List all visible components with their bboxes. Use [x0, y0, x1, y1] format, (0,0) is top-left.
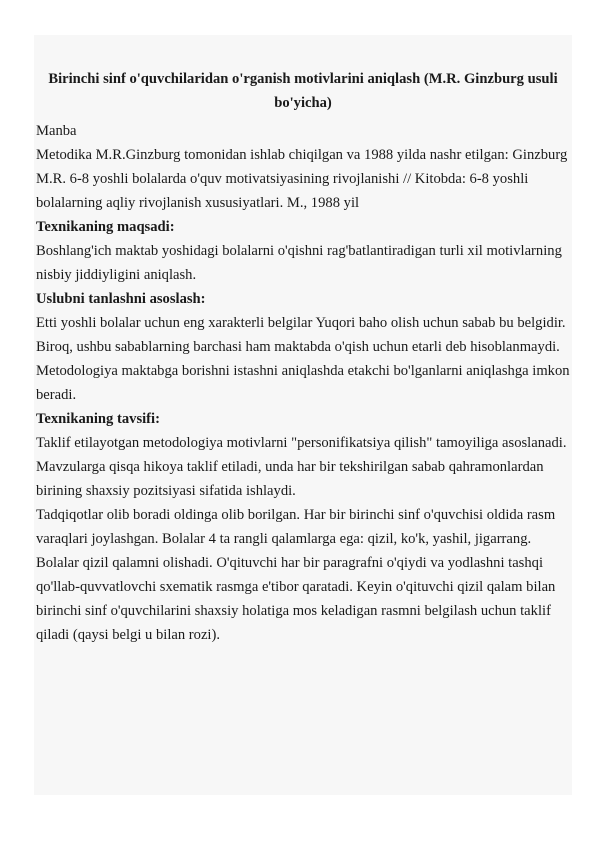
heading-justification: Uslubni tanlashni asoslash: — [36, 291, 206, 307]
document-title: Birinchi sinf o'quvchilaridan o'rganish motivlarini aniqlash (M.R. Ginzburg usuli bo'yicha) — [48, 71, 558, 111]
document-body — [36, 67, 570, 647]
paragraph-goal-text: Boshlang'ich maktab yoshidagi bolalarni o'qishni rag'batlantiradigan turli xil motivlarning nisbiy jiddiyligini aniqlash. — [36, 243, 562, 283]
paragraph-justification-1: Etti yoshli bolalar uchun eng xarakterli belgilar Yuqori baho olish uchun sabab bu belgidir. — [36, 315, 566, 331]
paragraph-source-label: Manba — [36, 123, 77, 139]
paragraph-description-1: Taklif etilayotgan metodologiya motivlarni "personifikatsiya qilish" tamoyiliga asoslanadi. Mavzularga qisqa hikoya taklif etiladi, unda har bir tekshirilgan sabab qahramonlardan birining shaxsiy pozitsiyasi sifatida ishlaydi. — [36, 435, 567, 499]
heading-goal: Texnikaning maqsadi: — [36, 219, 175, 235]
paragraph-justification-2: Biroq, ushbu sabablarning barchasi ham maktabda o'qish uchun etarli deb hisoblanmaydi. Metodologiya maktabga borishni istashni aniqlashda etakchi bo'lganlarni aniqlashga imkon beradi. — [36, 339, 570, 403]
heading-description: Texnikaning tavsifi: — [36, 411, 160, 427]
paragraph-source-text: Metodika M.R.Ginzburg tomonidan ishlab chiqilgan va 1988 yilda nashr etilgan: Ginzburg M.R. 6-8 yoshli bolalarda o'quv motivatsiyasining rivojlanishi // Kitobda: 6-8 yoshli bolalarning aqliy rivojlanish xususiyatlari. M., 1988 yil — [36, 147, 568, 211]
paragraph-description-2: Tadqiqotlar olib boradi oldinga olib borilgan. Har bir birinchi sinf o'quvchisi oldida rasm varaqlari joylashgan. Bolalar 4 ta rangli qalamlarga ega: qizil, ko'k, yashil, jigarrang. Bolalar qizil qalamni olishadi. O'qituvchi har bir paragrafni o'qiydi va yodlashni tashqi qo'llab-quvvatlovchi sxematik rasmga e'tibor qaratadi. Keyin o'qituvchi qizil qalam bilan birinchi sinf o'quvchilarini shaxsiy holatiga mos keladigan rasmni belgilash uchun taklif qiladi (qaysi belgi u bilan rozi). — [36, 507, 556, 643]
